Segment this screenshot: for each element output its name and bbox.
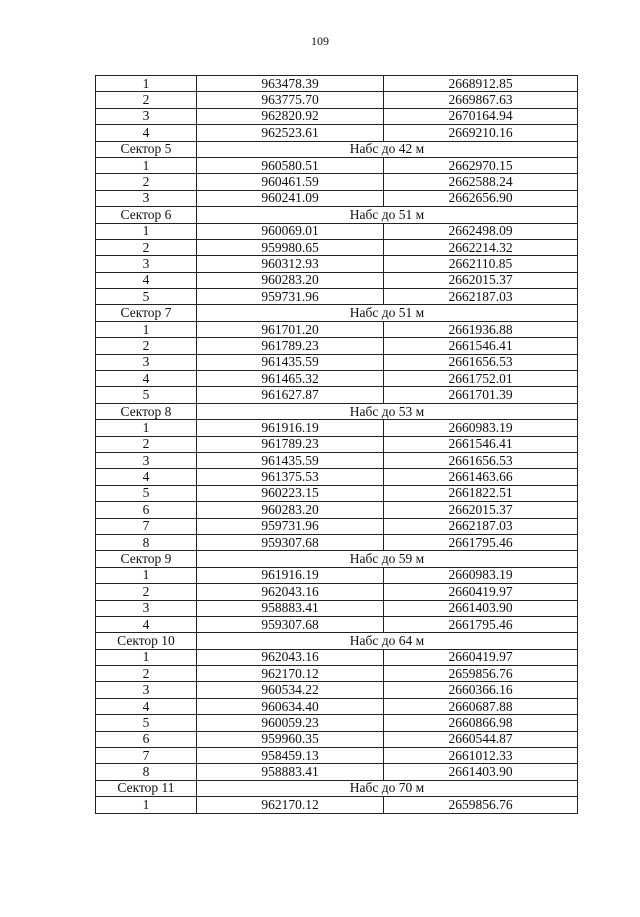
sector-header-row: [96, 141, 578, 157]
coordinate-x: 960059.23: [197, 715, 384, 731]
point-number: 1: [96, 797, 197, 813]
coordinate-x: 961789.23: [197, 338, 384, 354]
point-row: [96, 518, 578, 534]
coordinate-y: 2661546.41: [384, 436, 578, 452]
coordinate-y: 2659856.76: [384, 666, 578, 682]
point-number: 3: [96, 108, 197, 124]
coordinate-y: 2669867.63: [384, 92, 578, 108]
coordinate-y: 2661795.46: [384, 616, 578, 632]
point-number: 1: [96, 567, 197, 583]
point-number: 1: [96, 420, 197, 436]
coordinate-y: 2661752.01: [384, 371, 578, 387]
point-row: [96, 698, 578, 714]
point-number: 5: [96, 715, 197, 731]
coordinate-y: 2662015.37: [384, 502, 578, 518]
coordinate-y: 2668912.85: [384, 76, 578, 92]
point-row: [96, 797, 578, 813]
point-row: [96, 485, 578, 501]
point-number: 3: [96, 452, 197, 468]
sector-height-limit: Набс до 59 м: [197, 551, 578, 567]
coordinate-x: 958459.13: [197, 748, 384, 764]
point-number: 3: [96, 256, 197, 272]
point-number: 2: [96, 338, 197, 354]
point-number: 5: [96, 289, 197, 305]
coordinate-x: 958883.41: [197, 764, 384, 780]
point-row: [96, 731, 578, 747]
coordinate-x: 961701.20: [197, 321, 384, 337]
coordinate-x: 958883.41: [197, 600, 384, 616]
point-row: [96, 108, 578, 124]
coordinate-y: 2661656.53: [384, 452, 578, 468]
point-row: [96, 239, 578, 255]
coordinate-y: 2661403.90: [384, 600, 578, 616]
point-number: 2: [96, 174, 197, 190]
sector-header-row: [96, 207, 578, 223]
coordinate-y: 2662498.09: [384, 223, 578, 239]
coordinates-table-body: [96, 76, 578, 814]
point-row: [96, 502, 578, 518]
point-number: 4: [96, 698, 197, 714]
point-row: [96, 354, 578, 370]
coordinate-x: 962820.92: [197, 108, 384, 124]
coordinate-x: 962523.61: [197, 125, 384, 141]
point-number: 3: [96, 190, 197, 206]
coordinate-x: 962043.16: [197, 649, 384, 665]
coordinate-y: 2662970.15: [384, 157, 578, 173]
point-row: [96, 534, 578, 550]
coordinate-x: 960283.20: [197, 502, 384, 518]
coordinate-y: 2661546.41: [384, 338, 578, 354]
coordinate-x: 961375.53: [197, 469, 384, 485]
coordinate-x: 961435.59: [197, 354, 384, 370]
coordinate-x: 960534.22: [197, 682, 384, 698]
coordinate-x: 962043.16: [197, 584, 384, 600]
sector-name: Сектор 10: [96, 633, 197, 649]
coordinate-x: 960634.40: [197, 698, 384, 714]
point-row: [96, 256, 578, 272]
coordinate-x: 962170.12: [197, 666, 384, 682]
coordinate-y: 2661795.46: [384, 534, 578, 550]
sector-name: Сектор 6: [96, 207, 197, 223]
coordinate-y: 2662656.90: [384, 190, 578, 206]
point-row: [96, 338, 578, 354]
point-row: [96, 452, 578, 468]
coordinates-table: [95, 75, 578, 814]
point-row: [96, 190, 578, 206]
coordinate-y: 2662214.32: [384, 239, 578, 255]
point-row: [96, 600, 578, 616]
point-row: [96, 272, 578, 288]
coordinate-x: 962170.12: [197, 797, 384, 813]
point-number: 1: [96, 76, 197, 92]
point-number: 2: [96, 436, 197, 452]
point-row: [96, 223, 578, 239]
coordinate-y: 2669210.16: [384, 125, 578, 141]
coordinate-y: 2662015.37: [384, 272, 578, 288]
point-number: 4: [96, 125, 197, 141]
sector-height-limit: Набс до 42 м: [197, 141, 578, 157]
point-number: 4: [96, 371, 197, 387]
coordinate-y: 2659856.76: [384, 797, 578, 813]
sector-name: Сектор 8: [96, 403, 197, 419]
page-number: 109: [311, 34, 329, 48]
point-number: 5: [96, 387, 197, 403]
point-row: [96, 567, 578, 583]
coordinate-y: 2662187.03: [384, 518, 578, 534]
coordinate-x: 963478.39: [197, 76, 384, 92]
coordinate-x: 961627.87: [197, 387, 384, 403]
point-row: [96, 748, 578, 764]
coordinate-x: 961789.23: [197, 436, 384, 452]
coordinate-y: 2661822.51: [384, 485, 578, 501]
sector-height-limit: Набс до 53 м: [197, 403, 578, 419]
sector-name: Сектор 5: [96, 141, 197, 157]
coordinate-x: 960069.01: [197, 223, 384, 239]
point-number: 2: [96, 584, 197, 600]
sector-name: Сектор 7: [96, 305, 197, 321]
coordinate-y: 2660866.98: [384, 715, 578, 731]
coordinate-x: 960461.59: [197, 174, 384, 190]
point-row: [96, 584, 578, 600]
point-number: 7: [96, 518, 197, 534]
point-row: [96, 764, 578, 780]
point-row: [96, 76, 578, 92]
point-number: 8: [96, 534, 197, 550]
point-number: 1: [96, 321, 197, 337]
coordinate-y: 2661656.53: [384, 354, 578, 370]
sector-header-row: [96, 305, 578, 321]
coordinate-y: 2660983.19: [384, 567, 578, 583]
coordinate-y: 2661403.90: [384, 764, 578, 780]
point-row: [96, 157, 578, 173]
coordinate-x: 959307.68: [197, 534, 384, 550]
point-number: 6: [96, 731, 197, 747]
point-row: [96, 92, 578, 108]
point-number: 5: [96, 485, 197, 501]
coordinate-x: 959980.65: [197, 239, 384, 255]
coordinate-y: 2660419.97: [384, 584, 578, 600]
point-row: [96, 436, 578, 452]
coordinate-x: 959731.96: [197, 518, 384, 534]
point-row: [96, 371, 578, 387]
point-row: [96, 469, 578, 485]
point-row: [96, 125, 578, 141]
sector-header-row: [96, 551, 578, 567]
coordinate-y: 2660687.88: [384, 698, 578, 714]
point-number: 4: [96, 616, 197, 632]
point-row: [96, 666, 578, 682]
point-number: 4: [96, 469, 197, 485]
point-number: 2: [96, 666, 197, 682]
point-number: 1: [96, 157, 197, 173]
coordinate-x: 959731.96: [197, 289, 384, 305]
sector-name: Сектор 11: [96, 780, 197, 796]
coordinate-x: 961435.59: [197, 452, 384, 468]
coordinate-x: 960312.93: [197, 256, 384, 272]
coordinate-x: 959307.68: [197, 616, 384, 632]
point-number: 2: [96, 92, 197, 108]
coordinate-y: 2662588.24: [384, 174, 578, 190]
coordinate-x: 963775.70: [197, 92, 384, 108]
point-number: 4: [96, 272, 197, 288]
point-row: [96, 420, 578, 436]
point-row: [96, 174, 578, 190]
coordinate-x: 960241.09: [197, 190, 384, 206]
sector-height-limit: Набс до 64 м: [197, 633, 578, 649]
point-number: 1: [96, 649, 197, 665]
coordinate-y: 2670164.94: [384, 108, 578, 124]
coordinate-y: 2660544.87: [384, 731, 578, 747]
sector-height-limit: Набс до 51 м: [197, 305, 578, 321]
point-number: 3: [96, 354, 197, 370]
sector-header-row: [96, 780, 578, 796]
coordinate-x: 961916.19: [197, 420, 384, 436]
coordinate-y: 2661463.66: [384, 469, 578, 485]
point-row: [96, 387, 578, 403]
point-number: 7: [96, 748, 197, 764]
point-number: 2: [96, 239, 197, 255]
point-row: [96, 616, 578, 632]
coordinate-x: 960283.20: [197, 272, 384, 288]
point-number: 1: [96, 223, 197, 239]
sector-height-limit: Набс до 70 м: [197, 780, 578, 796]
coordinate-y: 2661936.88: [384, 321, 578, 337]
point-row: [96, 321, 578, 337]
point-row: [96, 649, 578, 665]
point-number: 3: [96, 682, 197, 698]
coordinate-y: 2661701.39: [384, 387, 578, 403]
sector-name: Сектор 9: [96, 551, 197, 567]
coordinate-y: 2660419.97: [384, 649, 578, 665]
point-number: 6: [96, 502, 197, 518]
sector-header-row: [96, 403, 578, 419]
point-number: 8: [96, 764, 197, 780]
point-number: 3: [96, 600, 197, 616]
coordinate-y: 2662110.85: [384, 256, 578, 272]
coordinate-y: 2660366.16: [384, 682, 578, 698]
point-row: [96, 715, 578, 731]
coordinate-x: 960223.15: [197, 485, 384, 501]
coordinate-x: 961465.32: [197, 371, 384, 387]
coordinate-x: 960580.51: [197, 157, 384, 173]
coordinate-x: 961916.19: [197, 567, 384, 583]
coordinate-y: 2662187.03: [384, 289, 578, 305]
sector-header-row: [96, 633, 578, 649]
coordinate-y: 2661012.33: [384, 748, 578, 764]
coordinate-x: 959960.35: [197, 731, 384, 747]
point-row: [96, 289, 578, 305]
point-row: [96, 682, 578, 698]
sector-height-limit: Набс до 51 м: [197, 207, 578, 223]
coordinate-y: 2660983.19: [384, 420, 578, 436]
